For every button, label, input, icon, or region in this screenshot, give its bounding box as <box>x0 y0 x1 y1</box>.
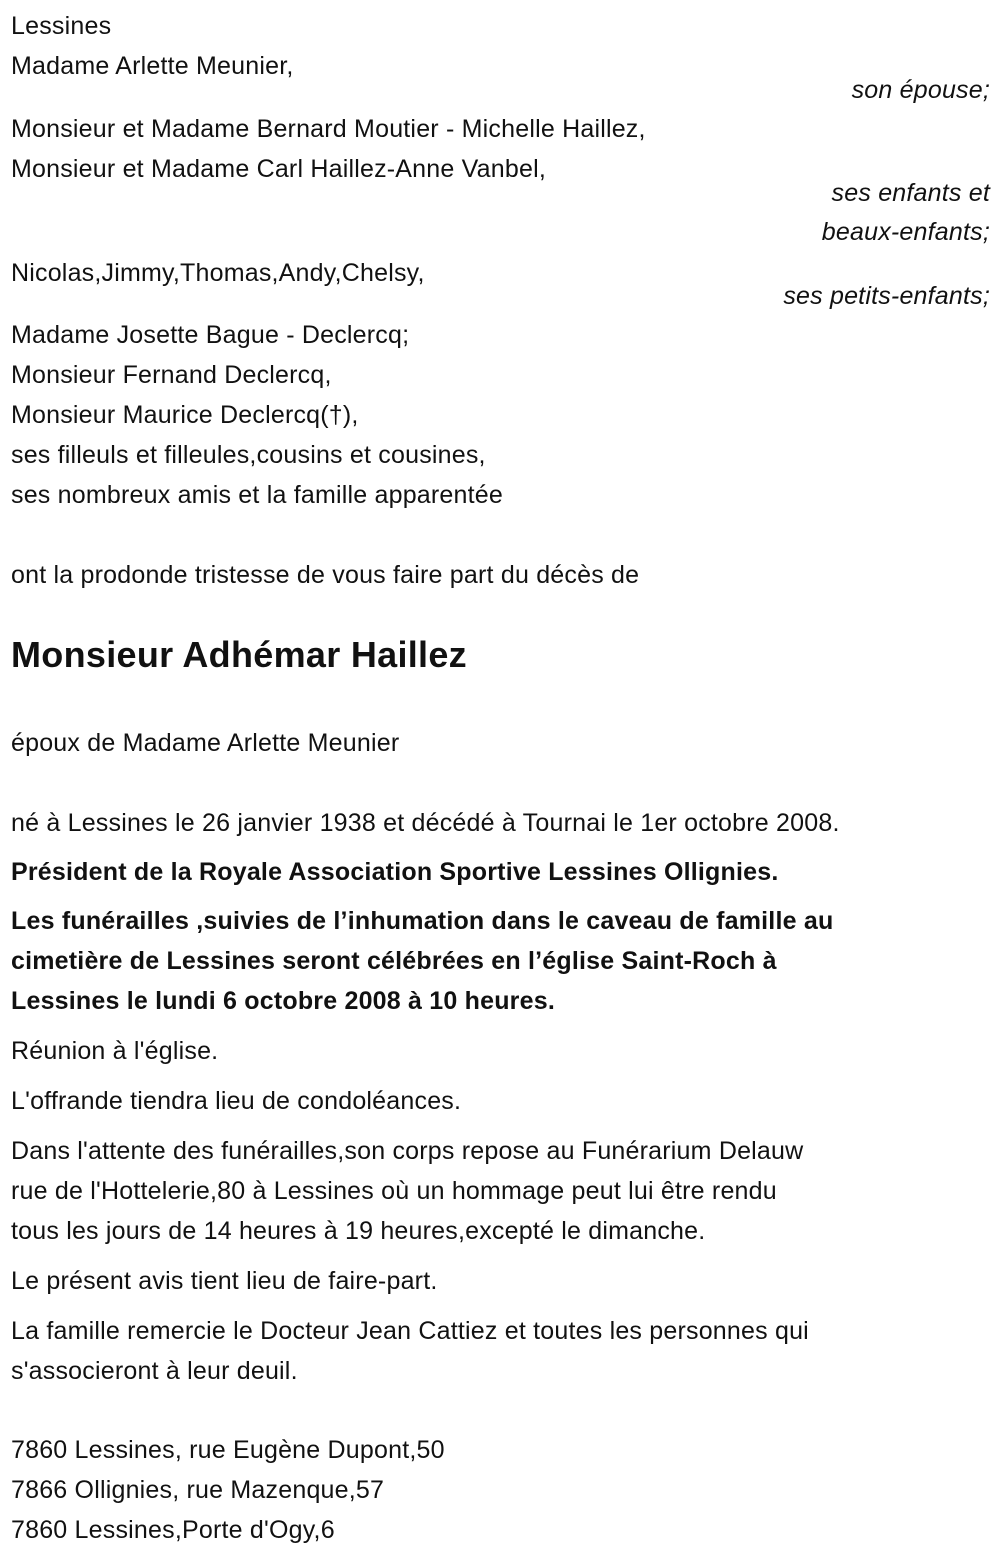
deceased-name: Monsieur Adhémar Haillez <box>11 634 467 675</box>
title-role: Président de la Royale Association Sportive Lessines Ollignies. <box>11 858 779 886</box>
other-relative-2: Monsieur Fernand Declercq, <box>11 361 332 389</box>
viewing-line-2: rue de l'Hottelerie,80 à Lessines où un hommage peut lui être rendu <box>11 1177 777 1205</box>
announcement-intro: ont la prodonde tristesse de vous faire part du décès de <box>11 561 640 589</box>
other-relative-1: Madame Josette Bague - Declercq; <box>11 321 410 349</box>
funeral-line-1: Les funérailles ,suivies de l’inhumation dans le caveau de famille au <box>11 907 834 935</box>
address-2: 7866 Ollignies, rue Mazenque,57 <box>11 1476 385 1504</box>
notice-text: Le présent avis tient lieu de faire-part. <box>11 1267 438 1295</box>
thanks-line-1: La famille remercie le Docteur Jean Cattiez et toutes les personnes qui <box>11 1317 809 1345</box>
other-relative-5: ses nombreux amis et la famille apparentée <box>11 481 503 509</box>
viewing-line-3: tous les jours de 14 heures à 19 heures,excepté le dimanche. <box>11 1217 706 1245</box>
viewing-line-1: Dans l'attente des funérailles,son corps repose au Funérarium Delauw <box>11 1137 804 1165</box>
funeral-line-3: Lessines le lundi 6 octobre 2008 à 10 heures. <box>11 987 555 1015</box>
grandchildren-relation: ses petits-enfants; <box>783 282 990 310</box>
spouse-name: Madame Arlette Meunier, <box>11 52 294 80</box>
meeting-info: Réunion à l'église. <box>11 1037 219 1065</box>
funeral-line-2: cimetière de Lessines seront célébrées en l’église Saint-Roch à <box>11 947 777 975</box>
spouse-relation: son épouse; <box>851 76 990 104</box>
birth-death-info: né à Lessines le 26 janvier 1938 et décédé à Tournai le 1er octobre 2008. <box>11 809 840 837</box>
grandchildren-names: Nicolas,Jimmy,Thomas,Andy,Chelsy, <box>11 259 425 287</box>
address-3: 7860 Lessines,Porte d'Ogy,6 <box>11 1516 335 1544</box>
spouse-of: époux de Madame Arlette Meunier <box>11 729 400 757</box>
address-1: 7860 Lessines, rue Eugène Dupont,50 <box>11 1436 445 1464</box>
other-relative-4: ses filleuls et filleules,cousins et cousines, <box>11 441 486 469</box>
child-name-2: Monsieur et Madame Carl Haillez-Anne Vanbel, <box>11 155 546 183</box>
children-relation-line-1: ses enfants et <box>831 179 990 207</box>
offering-info: L'offrande tiendra lieu de condoléances. <box>11 1087 462 1115</box>
thanks-line-2: s'associeront à leur deuil. <box>11 1357 298 1385</box>
other-relative-3: Monsieur Maurice Declercq(†), <box>11 401 359 429</box>
children-relation-line-2: beaux-enfants; <box>821 218 990 246</box>
child-name-1: Monsieur et Madame Bernard Moutier - Michelle Haillez, <box>11 115 646 143</box>
location-header: Lessines <box>11 12 112 40</box>
